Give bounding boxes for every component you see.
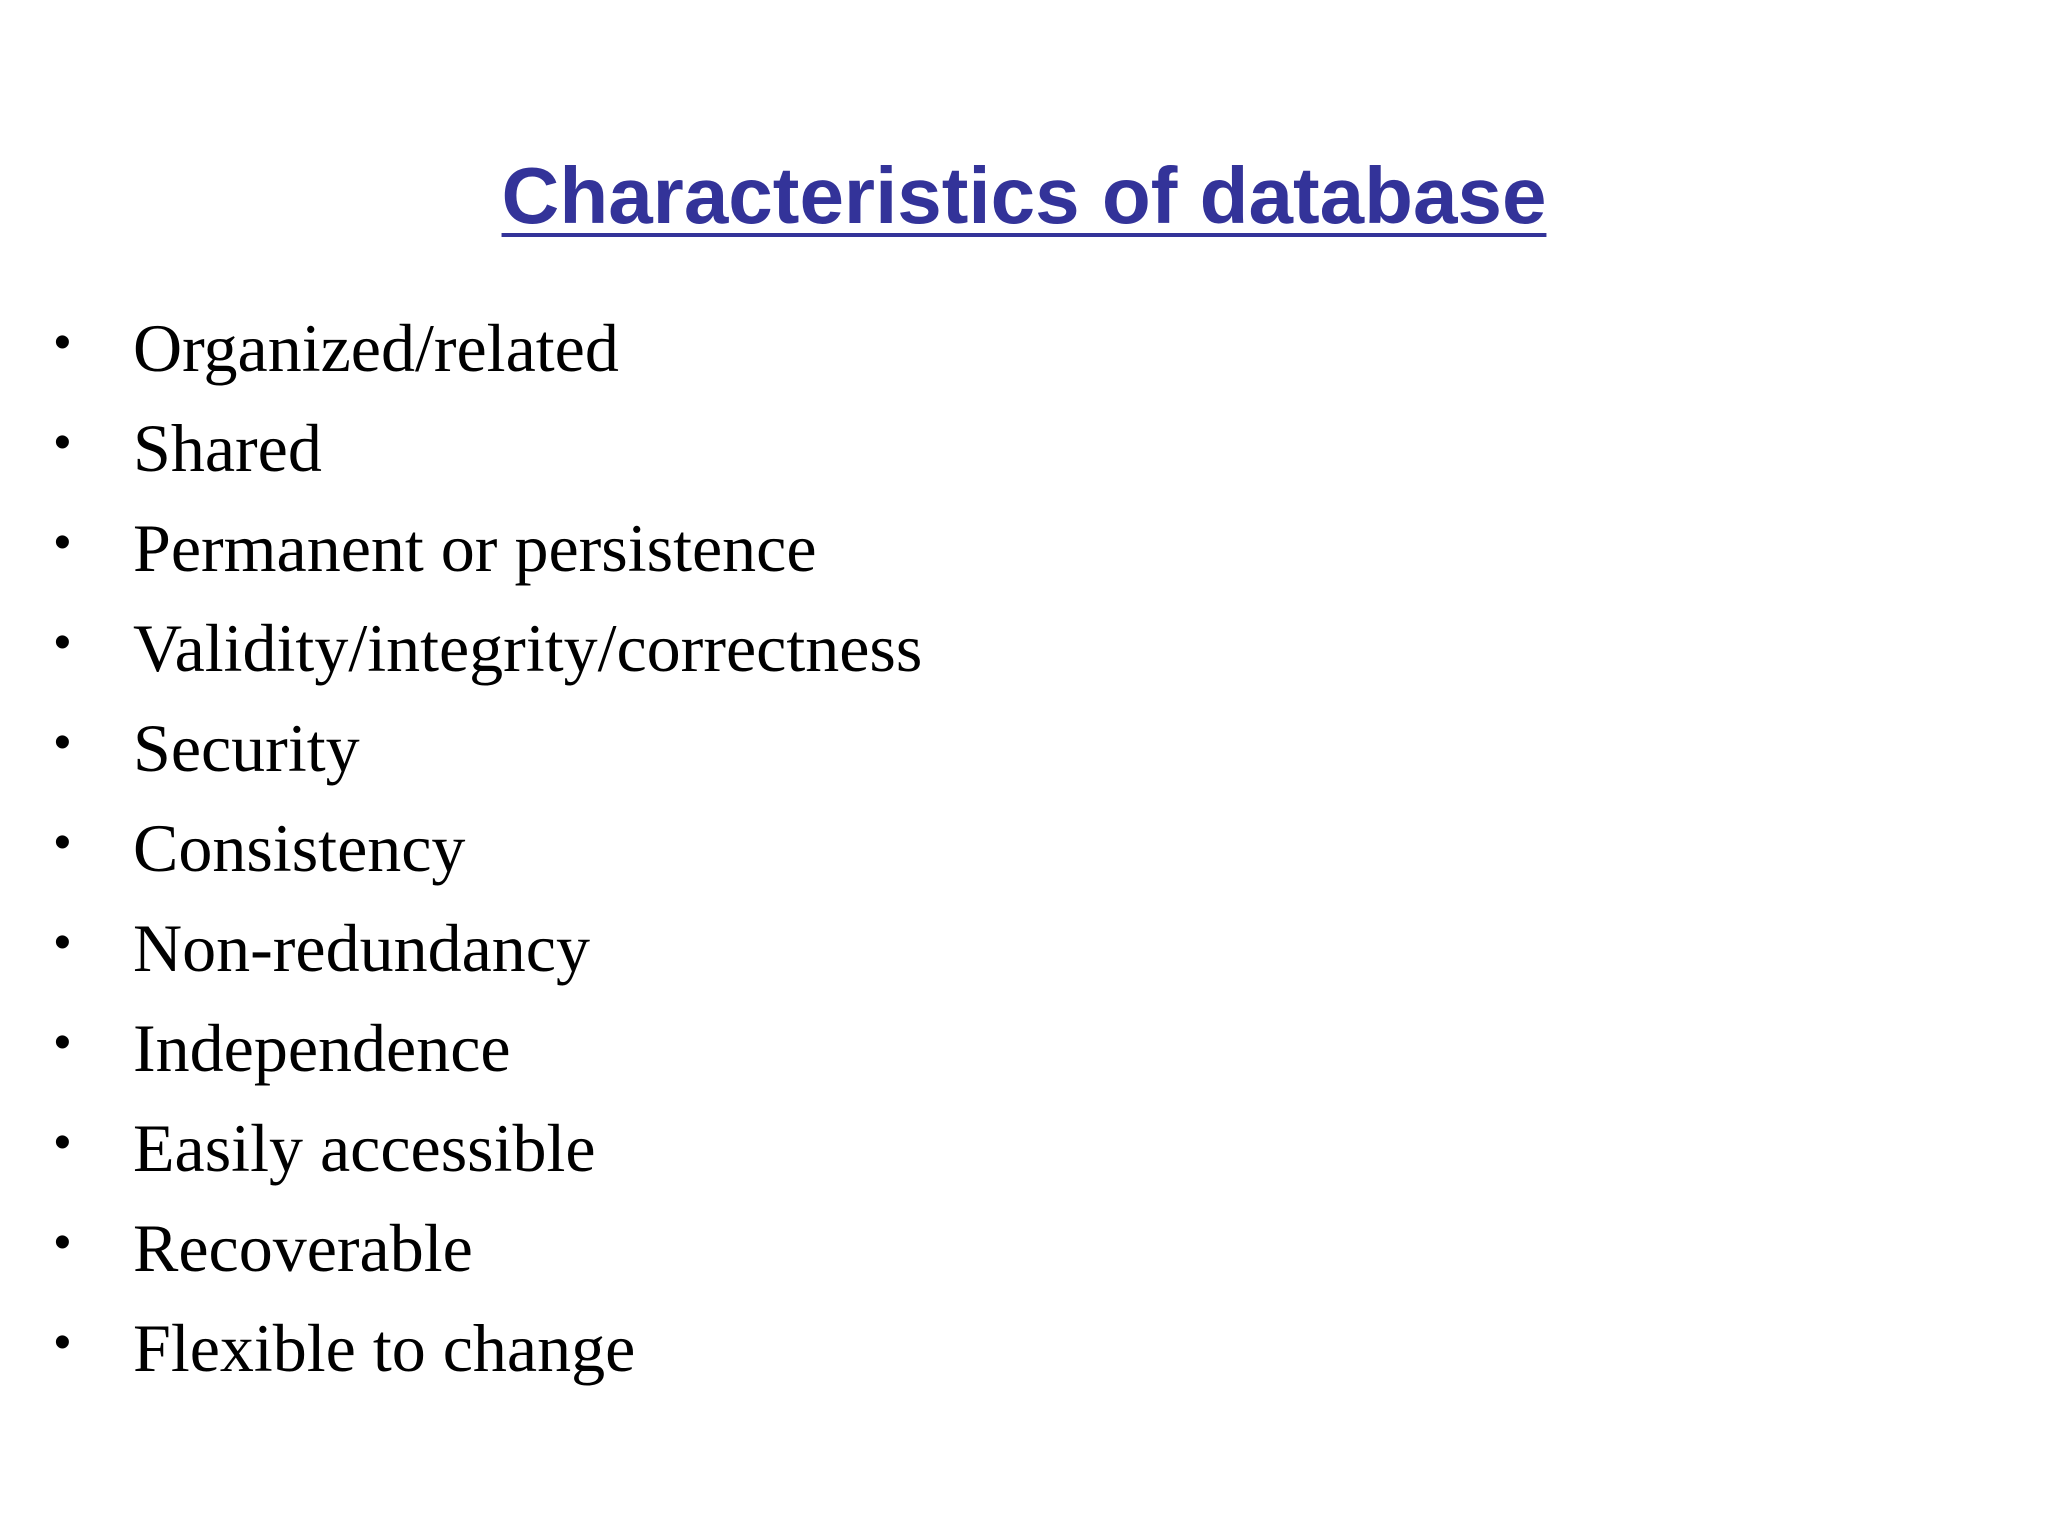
bullet-text: Non-redundancy — [133, 910, 590, 986]
bullet-item — [0, 898, 2048, 998]
bullet-text: Validity/integrity/correctness — [133, 610, 923, 686]
bullet-text: Independence — [133, 1010, 511, 1086]
bullet-icon: • — [54, 916, 71, 969]
bullet-icon: • — [54, 416, 71, 469]
bullet-icon: • — [54, 316, 71, 369]
bullet-item — [0, 798, 2048, 898]
bullet-icon: • — [54, 716, 71, 769]
bullet-item — [0, 698, 2048, 798]
bullet-item — [0, 1198, 2048, 1298]
bullet-icon: • — [54, 1116, 71, 1169]
bullet-icon: • — [54, 1016, 71, 1069]
bullet-item — [0, 1098, 2048, 1198]
bullet-text: Consistency — [133, 810, 466, 886]
bullet-item — [0, 998, 2048, 1098]
bullet-icon: • — [54, 616, 71, 669]
slide-title: Characteristics of database — [501, 151, 1547, 240]
bullet-icon: • — [54, 816, 71, 869]
bullet-item — [0, 498, 2048, 598]
bullet-icon: • — [54, 516, 71, 569]
bullet-text: Flexible to change — [133, 1310, 636, 1386]
bullet-item — [0, 398, 2048, 498]
bullet-text: Organized/related — [133, 310, 619, 386]
bullet-text: Permanent or persistence — [133, 510, 817, 586]
bullet-text: Security — [133, 710, 360, 786]
bullet-item — [0, 1298, 2048, 1398]
bullet-icon: • — [54, 1216, 71, 1269]
bullet-item — [0, 598, 2048, 698]
bullet-item — [0, 298, 2048, 398]
bullet-text: Recoverable — [133, 1210, 473, 1286]
bullet-text: Easily accessible — [133, 1110, 596, 1186]
bullet-text: Shared — [133, 410, 322, 486]
bullet-icon: • — [54, 1316, 71, 1369]
bullet-list — [0, 298, 2048, 1398]
